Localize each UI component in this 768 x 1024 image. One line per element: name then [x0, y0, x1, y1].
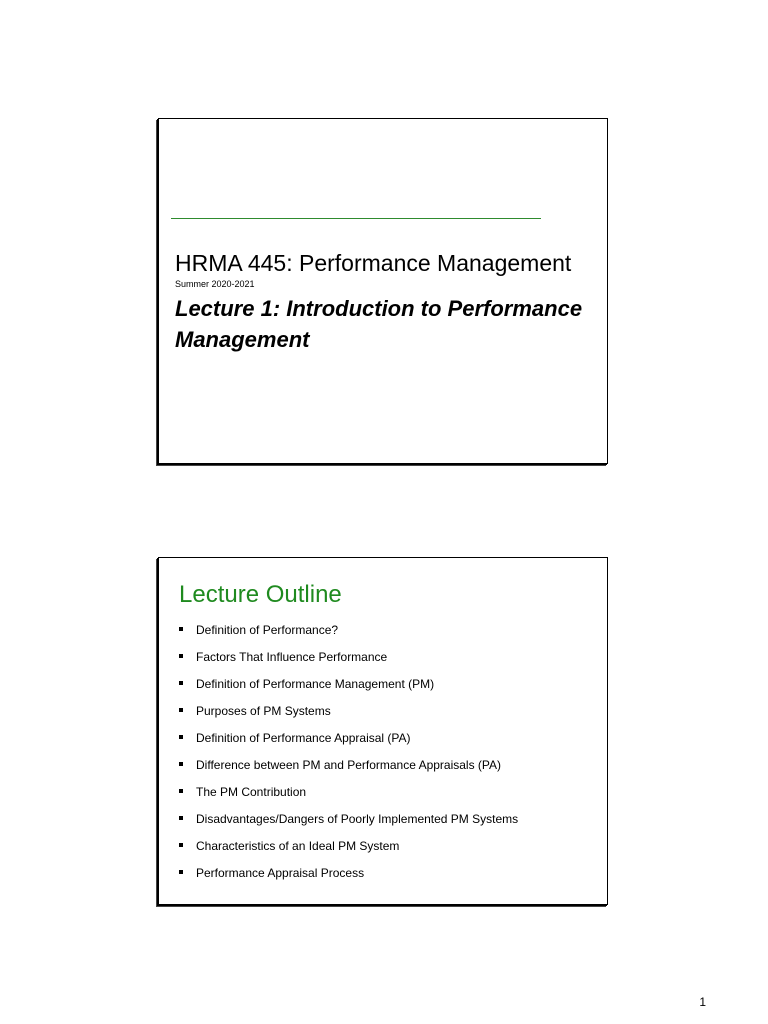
page-number: 1	[699, 995, 706, 1009]
title-slide	[158, 118, 608, 464]
lecture-title: Lecture 1: Introduction to Performance Management	[175, 296, 583, 352]
outline-item-label: Disadvantages/Dangers of Poorly Implemented PM Systems	[196, 812, 519, 826]
outline-item	[179, 730, 518, 757]
bullet-icon	[179, 681, 183, 685]
outline-item-label: Characteristics of an Ideal PM System	[196, 839, 400, 853]
outline-item	[179, 865, 518, 892]
bullet-icon	[179, 735, 183, 739]
bullet-icon	[179, 708, 183, 712]
outline-slide	[158, 557, 608, 905]
bullet-icon	[179, 816, 183, 820]
outline-item-label: Difference between PM and Performance Appraisals (PA)	[196, 758, 502, 772]
outline-item-label: Definition of Performance Management (PM)	[196, 677, 435, 691]
outline-item-label: Performance Appraisal Process	[196, 866, 365, 880]
outline-item-label: Definition of Performance Appraisal (PA)	[196, 731, 411, 745]
outline-item-label: Definition of Performance?	[196, 623, 339, 637]
outline-item	[179, 838, 518, 865]
outline-item	[179, 676, 518, 703]
outline-item	[179, 622, 518, 649]
term-label: Summer 2020-2021	[175, 279, 255, 289]
outline-item	[179, 649, 518, 676]
bullet-icon	[179, 789, 183, 793]
outline-item	[179, 703, 518, 730]
bullet-icon	[179, 870, 183, 874]
outline-item	[179, 784, 518, 811]
outline-item-label: The PM Contribution	[196, 785, 307, 799]
bullet-icon	[179, 843, 183, 847]
outline-item	[179, 757, 518, 784]
outline-item-label: Factors That Influence Performance	[196, 650, 388, 664]
outline-item	[179, 811, 518, 838]
bullet-icon	[179, 654, 183, 658]
outline-heading: Lecture Outline	[179, 581, 342, 608]
bullet-icon	[179, 762, 183, 766]
title-divider	[171, 218, 541, 219]
course-title: HRMA 445: Performance Management	[175, 250, 572, 276]
bullet-icon	[179, 627, 183, 631]
outline-list	[179, 622, 518, 892]
outline-item-label: Purposes of PM Systems	[196, 704, 331, 718]
